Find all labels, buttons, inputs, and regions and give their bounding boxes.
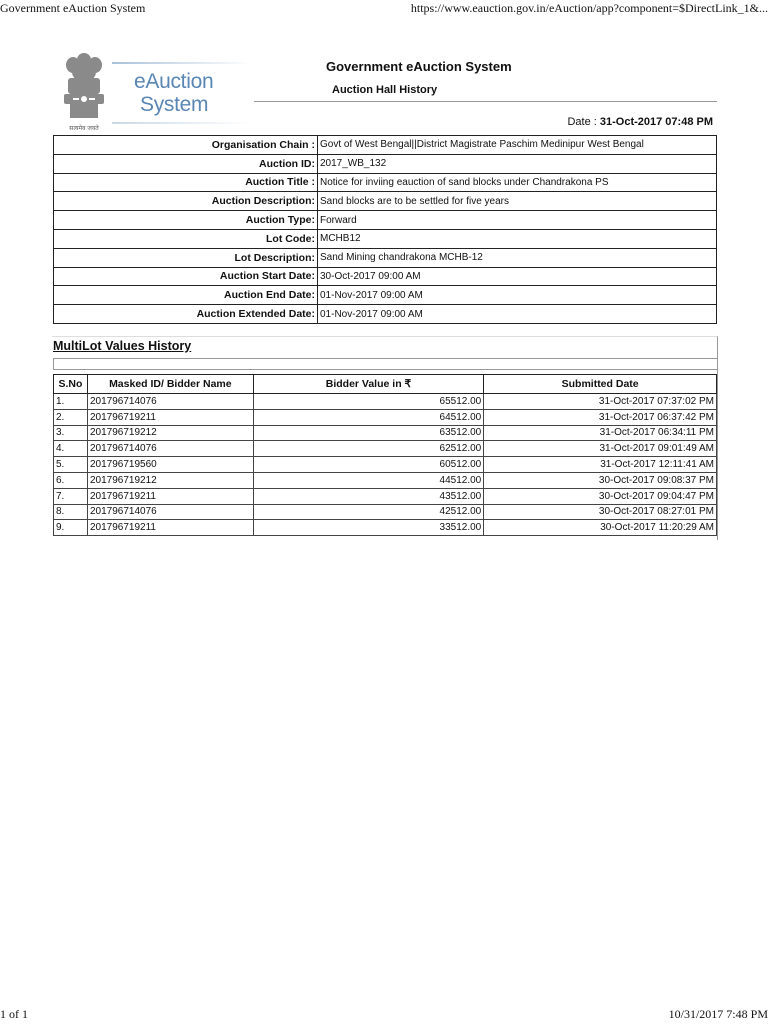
table-row [54,409,717,425]
logo-line-2: System [140,93,209,116]
col-header-date: Submitted Date [484,375,717,394]
detail-row [54,267,717,286]
bid-bidder-id: 201796714076 [87,394,253,410]
detail-row [54,211,717,230]
col-header-sno: S.No [54,375,88,394]
report-date [567,116,713,128]
table-row [54,457,717,473]
bid-value: 44512.00 [253,472,484,488]
bid-date: 30-Oct-2017 11:20:29 AM [484,520,717,536]
national-emblem-icon [54,50,114,134]
print-header-url: https://www.eauction.gov.in/eAuction/app?component=$DirectLink_1&... [410,1,768,15]
detail-value: MCHB12 [318,229,717,248]
detail-label: Auction Description: [54,192,318,211]
bid-value: 62512.00 [253,441,484,457]
table-row [54,394,717,410]
bid-bidder-id: 201796719211 [87,409,253,425]
detail-label: Auction Type: [54,211,318,230]
multilot-heading: MultiLot Values History [53,339,192,353]
detail-value: Sand blocks are to be settled for five years [318,192,717,211]
logo-wordmark [134,70,213,116]
detail-row [54,286,717,305]
bid-history-table [53,374,717,536]
bid-value: 43512.00 [253,488,484,504]
bid-date: 31-Oct-2017 07:37:02 PM [484,394,717,410]
bid-date: 31-Oct-2017 12:11:41 AM [484,457,717,473]
bid-date: 31-Oct-2017 06:34:11 PM [484,425,717,441]
print-header-title: Government eAuction System [0,1,146,15]
date-value: 31-Oct-2017 07:48 PM [599,116,713,128]
bid-bidder-id: 201796714076 [87,504,253,520]
detail-row [54,248,717,267]
detail-value: 30-Oct-2017 09:00 AM [318,267,717,286]
detail-row [54,154,717,173]
detail-label: Auction Extended Date: [54,305,318,324]
bid-history-header-row [54,375,717,394]
detail-row [54,305,717,324]
bid-bidder-id: 201796719212 [87,425,253,441]
detail-value: 01-Nov-2017 09:00 AM [318,286,717,305]
detail-label: Auction ID: [54,154,318,173]
detail-row [54,136,717,155]
emblem-motto: सत्यमेव जयते [69,125,99,132]
title-divider [254,101,717,102]
detail-row [54,173,717,192]
system-title: Government eAuction System [326,59,512,74]
detail-label: Auction Title : [54,173,318,192]
detail-value: Sand Mining chandrakona MCHB-12 [318,248,717,267]
page-title: Auction Hall History [332,84,438,96]
auction-details-table [53,135,717,324]
bid-value: 33512.00 [253,520,484,536]
table-row [54,504,717,520]
bid-bidder-id: 201796719212 [87,472,253,488]
detail-value: Forward [318,211,717,230]
detail-label: Lot Description: [54,248,318,267]
bid-sno: 5. [54,457,88,473]
table-row [54,488,717,504]
table-row [54,441,717,457]
detail-label: Organisation Chain : [54,136,318,155]
detail-label: Lot Code: [54,229,318,248]
detail-row [54,192,717,211]
bid-bidder-id: 201796719211 [87,520,253,536]
eauction-logo [54,50,250,134]
bid-bidder-id: 201796719560 [87,457,253,473]
logo-line-1: eAuction [134,70,214,93]
detail-label: Auction Start Date: [54,267,318,286]
table-row [54,520,717,536]
print-header [0,1,768,17]
bid-sno: 7. [54,488,88,504]
bid-sno: 8. [54,504,88,520]
detail-label: Auction End Date: [54,286,318,305]
bid-value: 64512.00 [253,409,484,425]
bid-bidder-id: 201796714076 [87,441,253,457]
bid-sno: 6. [54,472,88,488]
bid-value: 65512.00 [253,394,484,410]
detail-value: Notice for inviing eauction of sand blocks under Chandrakona PS [318,173,717,192]
table-row [54,425,717,441]
detail-value: Govt of West Bengal||District Magistrate Paschim Medinipur West Bengal [318,136,717,155]
bid-date: 31-Oct-2017 09:01:49 AM [484,441,717,457]
logo-decor-line [112,62,252,64]
table-row [54,472,717,488]
multilot-spacer [53,358,717,370]
col-header-value: Bidder Value in ₹ [253,375,484,394]
print-timestamp: 10/31/2017 7:48 PM [668,1007,768,1021]
col-header-bidder: Masked ID/ Bidder Name [87,375,253,394]
bid-sno: 2. [54,409,88,425]
bid-sno: 9. [54,520,88,536]
bid-sno: 4. [54,441,88,457]
bid-value: 60512.00 [253,457,484,473]
bid-date: 30-Oct-2017 09:04:47 PM [484,488,717,504]
detail-row [54,229,717,248]
page-count: 1 of 1 [0,1007,28,1021]
bid-date: 30-Oct-2017 08:27:01 PM [484,504,717,520]
logo-decor-line [112,122,252,124]
detail-value: 2017_WB_132 [318,154,717,173]
bid-sno: 3. [54,425,88,441]
print-footer [0,1007,768,1023]
bid-bidder-id: 201796719211 [87,488,253,504]
detail-value: 01-Nov-2017 09:00 AM [318,305,717,324]
bid-date: 30-Oct-2017 09:08:37 PM [484,472,717,488]
bid-value: 63512.00 [253,425,484,441]
date-label: Date : [567,116,597,128]
bid-value: 42512.00 [253,504,484,520]
bid-sno: 1. [54,394,88,410]
bid-date: 31-Oct-2017 06:37:42 PM [484,409,717,425]
